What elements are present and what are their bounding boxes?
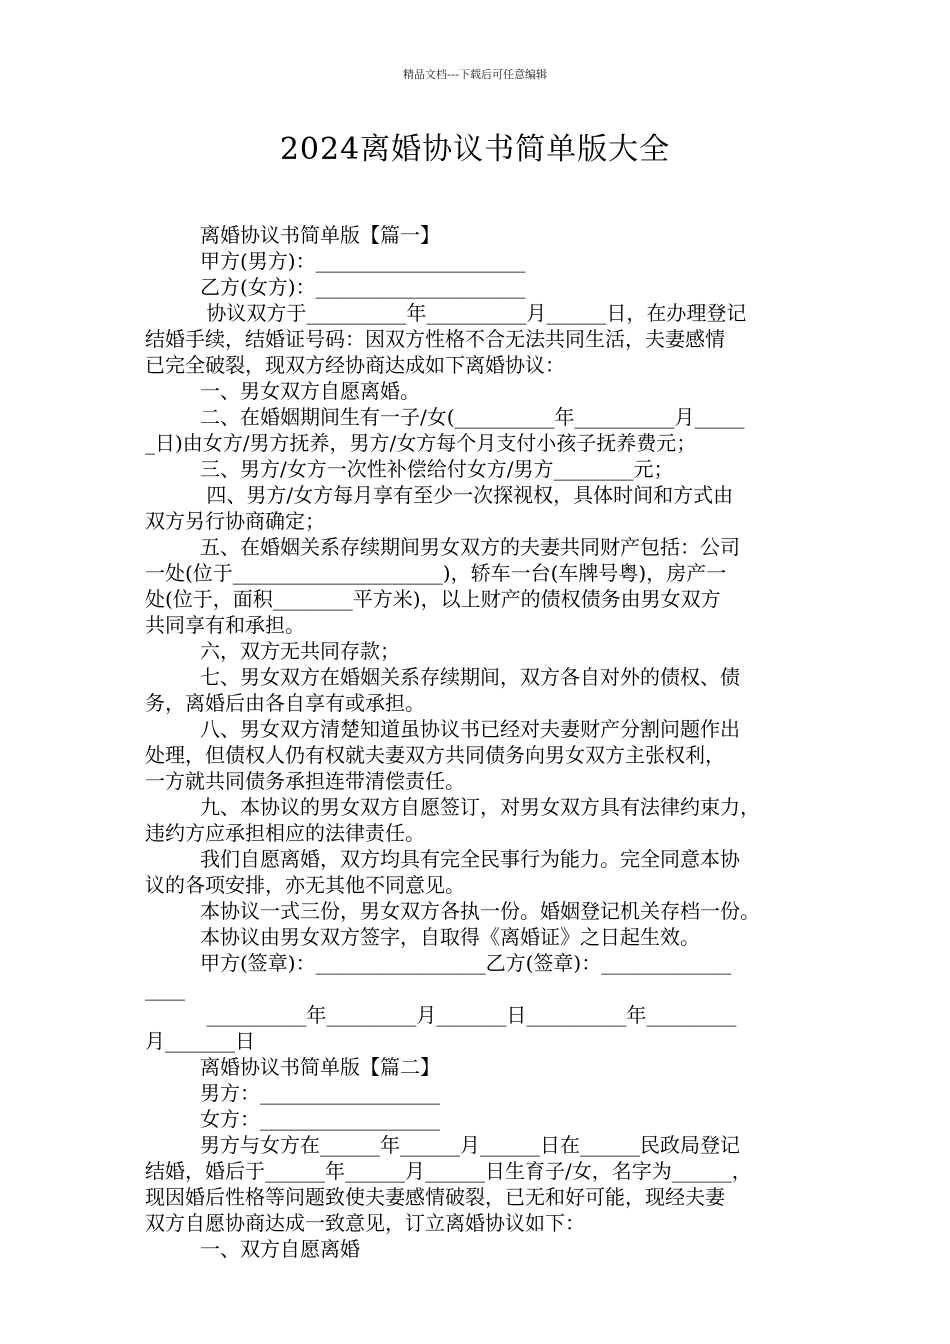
text-line: 双方另行协商确定；	[145, 509, 325, 533]
text-line: 一方就共同债务承担连带清偿责任。	[145, 769, 465, 793]
text-line: 一处(位于_____________________)，轿车一台(车牌号粤)，房产一	[145, 561, 727, 585]
text-line: 四、男方/女方每月享有至少一次探视权，具体时间和方式由	[200, 483, 734, 507]
text-line: 双方自愿协商达成一致意见，订立离婚协议如下：	[145, 1211, 585, 1235]
text-line: 结婚手续，结婚证号码：因双方性格不合无法共同生活，夫妻感情	[145, 327, 725, 351]
text-line: 女方：__________________	[200, 1107, 440, 1131]
text-line: _日)由女方/男方抚养，男方/女方每个月支付小孩子抚养费元；	[145, 431, 697, 455]
text-line: 九、本协议的男女双方自愿签订，对男女双方具有法律约束力，	[200, 795, 760, 819]
text-line: 已完全破裂，现双方经协商达成如下离婚协议：	[145, 353, 565, 377]
text-line: 六，双方无共同存款；	[200, 639, 400, 663]
text-line: 协议双方于__________年__________月______日，在办理登记	[200, 301, 747, 325]
text-line: 离婚协议书简单版【篇二】	[200, 1055, 440, 1079]
text-line: 甲方(男方)：_____________________	[200, 249, 526, 273]
text-line: ____	[145, 977, 185, 1001]
text-line: 甲方(签章)：_________________乙方(签章)：_____________	[200, 951, 732, 975]
document-title: 2024离婚协议书简单版大全	[279, 132, 671, 167]
text-line: 务，离婚后由各自享有或承担。	[145, 691, 425, 715]
text-line: 一、双方自愿离婚	[200, 1237, 360, 1261]
text-line: 八、男女双方清楚知道虽协议书已经对夫妻财产分割问题作出	[200, 717, 740, 741]
text-line: 乙方(女方)：_____________________	[200, 275, 526, 299]
text-line: 月_______日	[145, 1029, 255, 1053]
text-line: 我们自愿离婚，双方均具有完全民事行为能力。完全同意本协	[200, 847, 740, 871]
text-line: 七、男女双方在婚姻关系存续期间，双方各自对外的债权、债	[200, 665, 740, 689]
text-line: 离婚协议书简单版【篇一】	[200, 223, 440, 247]
text-line: 处(位于，面积________平方米)，以上财产的债权债务由男女双方	[145, 587, 721, 611]
text-line: 议的各项安排，亦无其他不同意见。	[145, 873, 465, 897]
text-line: 共同享有和承担。	[145, 613, 305, 637]
text-line: 五、在婚姻关系存续期间男女双方的夫妻共同财产包括：公司	[200, 535, 740, 559]
text-line: 本协议由男女双方签字，自取得《离婚证》之日起生效。	[200, 925, 700, 949]
text-line: 男方：__________________	[200, 1081, 440, 1105]
text-line: 结婚，婚后于______年______月______日生育子/女，名字为______，	[145, 1159, 752, 1183]
text-line: 二、在婚姻期间生有一子/女(__________年__________月_____	[200, 405, 745, 429]
text-line: 现因婚后性格等问题致使夫妻感情破裂，已无和好可能，现经夫妻	[145, 1185, 725, 1209]
text-line: 本协议一式三份，男女双方各执一份。婚姻登记机关存档一份。	[200, 899, 760, 923]
text-line: 违约方应承担相应的法律责任。	[145, 821, 425, 845]
text-line: __________年_________月_______日__________年_________	[200, 1003, 737, 1027]
page-header: 精品文档---下载后可任意编辑	[403, 68, 547, 81]
text-line: 处理，但债权人仍有权就夫妻双方共同债务向男女双方主张权利，	[145, 743, 725, 767]
document-body	[145, 222, 810, 1262]
text-line: 三、男方/女方一次性补偿给付女方/男方________元；	[200, 457, 674, 481]
text-line: 一、男女双方自愿离婚。	[200, 379, 420, 403]
text-line: 男方与女方在______年______月______日在______民政局登记	[200, 1133, 740, 1157]
